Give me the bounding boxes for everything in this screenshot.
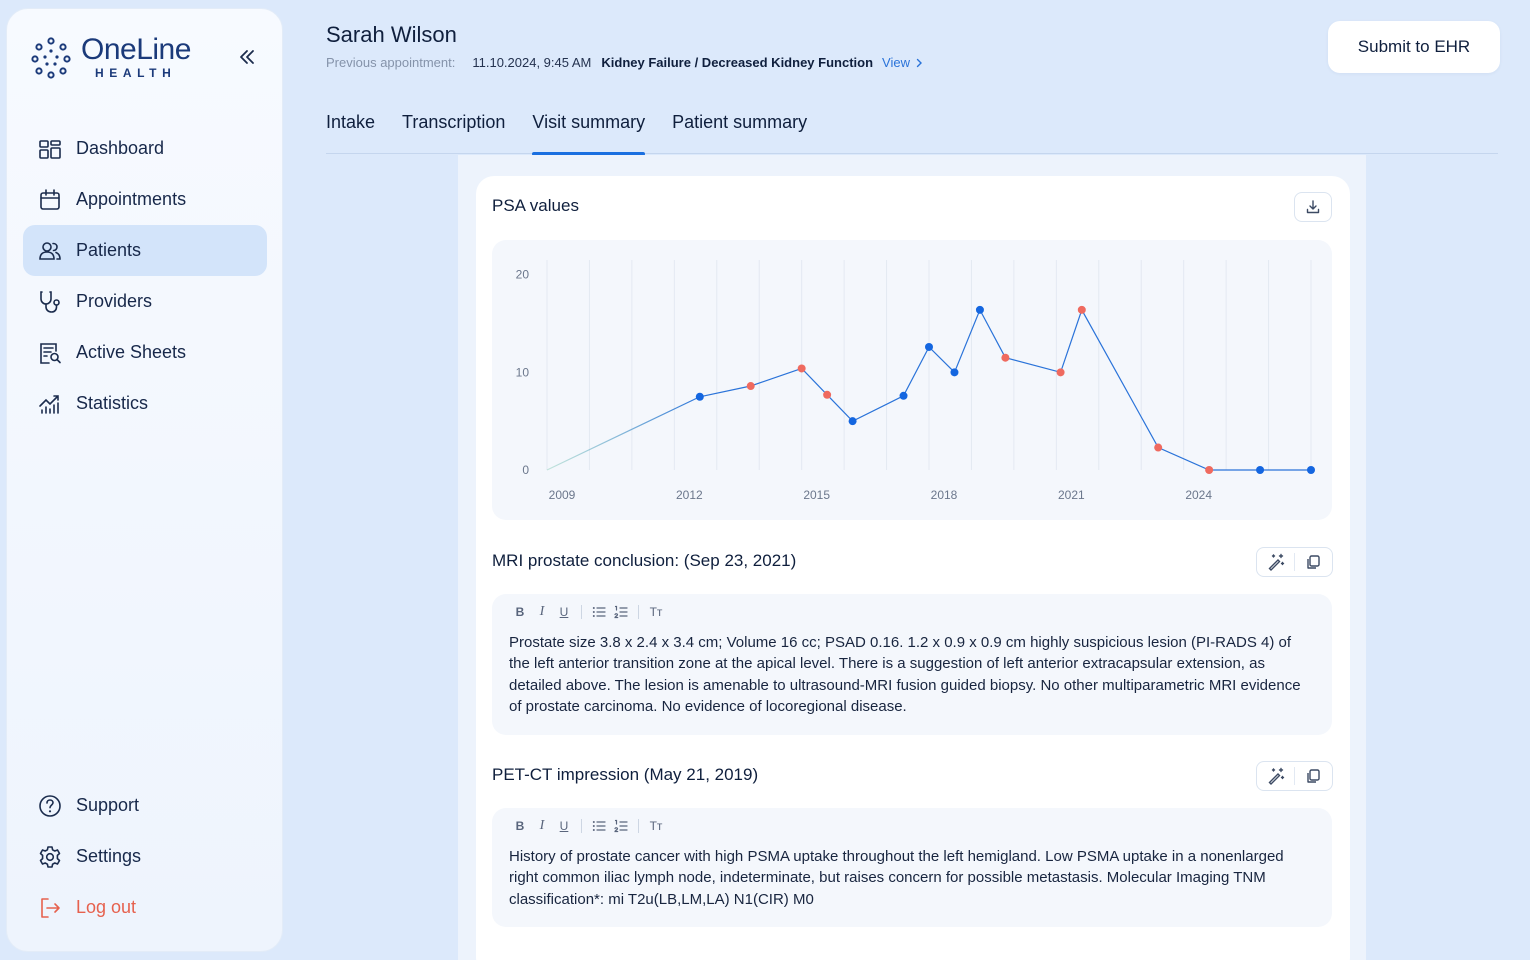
data-point[interactable]	[976, 306, 984, 314]
sidebar-item-providers[interactable]	[23, 276, 267, 327]
sidebar-item-label: Patients	[76, 240, 142, 260]
psa-chart	[492, 240, 1332, 520]
sidebar-item-patients[interactable]	[23, 225, 267, 276]
data-point[interactable]	[900, 392, 908, 400]
data-point-high[interactable]	[798, 364, 806, 372]
sidebar-item-settings[interactable]	[23, 831, 267, 882]
copy-icon	[1305, 768, 1321, 784]
calendar-icon	[37, 187, 63, 213]
logo	[31, 35, 191, 79]
bullet-list-icon	[592, 820, 606, 832]
sidebar-item-label: Dashboard	[76, 138, 165, 158]
submit-to-ehr-button[interactable]: Submit to EHR	[1328, 21, 1500, 73]
magic-wand-icon	[1267, 767, 1285, 785]
numbered-list-button[interactable]	[610, 819, 632, 833]
logout-button[interactable]	[23, 882, 267, 933]
pet-ai-rewrite-button[interactable]	[1257, 762, 1294, 790]
numbered-list-icon	[614, 605, 628, 619]
text-size-button[interactable]: Tт	[649, 819, 663, 833]
data-point[interactable]	[849, 417, 857, 425]
logo-icon	[31, 35, 71, 79]
mri-ai-rewrite-button[interactable]	[1257, 548, 1294, 576]
data-point[interactable]	[1256, 466, 1264, 474]
mri-copy-button[interactable]	[1295, 548, 1332, 576]
download-button[interactable]	[1294, 192, 1332, 222]
y-tick-label: 0	[522, 463, 529, 477]
chevron-right-icon	[916, 58, 923, 68]
sidebar-item-label: Providers	[76, 291, 153, 311]
x-tick-label: 2012	[675, 488, 703, 502]
y-tick-label: 20	[515, 267, 529, 282]
tab-transcription[interactable]: Transcription	[402, 112, 506, 132]
bold-button[interactable]: B	[515, 605, 525, 619]
brand-sub: HEALTH	[95, 66, 177, 80]
tab-bar	[326, 104, 1498, 154]
data-point[interactable]	[696, 393, 704, 401]
logout-icon	[37, 895, 63, 921]
pet-actions	[1256, 761, 1333, 791]
data-point-high[interactable]	[1057, 368, 1065, 376]
tab-intake[interactable]: Intake	[326, 112, 376, 132]
tab-patient-summary[interactable]: Patient summary	[672, 112, 808, 132]
data-point-high[interactable]	[1078, 306, 1086, 314]
patients-icon	[37, 238, 63, 264]
chevrons-left-icon	[235, 45, 259, 69]
x-tick-label: 2018	[930, 488, 958, 502]
sidebar-item-support[interactable]	[23, 780, 267, 831]
mri-actions	[1256, 547, 1333, 577]
x-tick-label: 2024	[1185, 488, 1213, 502]
statistics-icon	[37, 391, 63, 417]
mri-text[interactable]: Prostate size 3.8 x 2.4 x 3.4 cm; Volume 16 cc; PSAD 0.16. 1.2 x 0.9 x 0.9 cm highly suspicious lesion (PI-RADS 4) of the left anterior transition zone at the apical level. There is a suggestion of left anterior extracapsular extension, as detailed above. The lesion is amenable to ultrasound-MRI fusion guided biopsy. No other multiparametric MRI evidence of prostate carcinoma. No evidence of locoregional disease.	[509, 634, 1301, 715]
sidebar	[6, 8, 283, 952]
mri-editor	[492, 594, 1332, 735]
data-point-high[interactable]	[747, 382, 755, 390]
help-icon	[37, 793, 63, 819]
download-icon	[1305, 199, 1321, 215]
series-line	[700, 310, 1311, 470]
previous-appointment-diagnosis: Kidney Failure / Decreased Kidney Function	[601, 55, 874, 70]
bullet-list-button[interactable]	[588, 820, 610, 832]
main-nav	[23, 123, 267, 429]
previous-appointment-date: 11.10.2024, 9:45 AM	[472, 55, 592, 70]
data-point-high[interactable]	[1001, 354, 1009, 362]
brand-name: OneLine	[81, 33, 191, 66]
sidebar-item-active-sheets[interactable]	[23, 327, 267, 378]
sheets-icon	[37, 340, 63, 366]
sidebar-item-label: Settings	[76, 846, 142, 866]
pet-editor	[492, 808, 1332, 927]
sidebar-item-label: Appointments	[76, 189, 187, 209]
sidebar-item-statistics[interactable]	[23, 378, 267, 429]
sidebar-item-appointments[interactable]	[23, 174, 267, 225]
copy-icon	[1305, 554, 1321, 570]
bottom-nav	[23, 780, 267, 933]
pet-copy-button[interactable]	[1295, 762, 1332, 790]
sidebar-item-label: Active Sheets	[76, 342, 187, 362]
previous-appointment-label: Previous appointment:	[326, 55, 456, 70]
psa-chart-svg	[492, 240, 1332, 520]
tab-visit-summary[interactable]: Visit summary	[532, 104, 645, 154]
pet-title: PET-CT impression (May 21, 2019)	[492, 765, 759, 784]
x-tick-label: 2009	[548, 488, 576, 502]
mri-title: MRI prostate conclusion: (Sep 23, 2021)	[492, 551, 797, 570]
data-point[interactable]	[925, 343, 933, 351]
series-line-segment	[547, 397, 700, 470]
pet-text[interactable]: History of prostate cancer with high PSMA uptake throughout the left hemigland. Low PSMA uptake in a nonenlarged right common iliac lymph node, indeterminate, but raises concern for possible metastasis. Molecular Imaging TNM classification*: mi T2u(LB,LM,LA) N1(CIR) M0	[509, 848, 1284, 908]
stethoscope-icon	[37, 289, 63, 315]
dashboard-icon	[37, 136, 63, 162]
sidebar-item-dashboard[interactable]	[23, 123, 267, 174]
data-point-high[interactable]	[1154, 444, 1162, 452]
patient-name: Sarah Wilson	[326, 22, 457, 47]
collapse-sidebar-button[interactable]	[235, 45, 259, 69]
magic-wand-icon	[1267, 553, 1285, 571]
x-tick-label: 2021	[1057, 488, 1085, 502]
italic-button[interactable]: I	[539, 818, 545, 833]
data-point-high[interactable]	[1205, 466, 1213, 474]
view-appointment-link[interactable]	[882, 55, 923, 70]
view-link-label: View	[882, 55, 910, 70]
underline-button[interactable]: U	[559, 605, 569, 619]
bullet-list-icon	[592, 606, 606, 618]
data-point[interactable]	[950, 368, 958, 376]
psa-title: PSA values	[492, 196, 579, 215]
y-tick-label: 10	[515, 365, 529, 380]
data-point[interactable]	[1307, 466, 1315, 474]
bold-button[interactable]: B	[515, 819, 525, 833]
underline-button[interactable]: U	[559, 819, 569, 833]
bullet-list-button[interactable]	[588, 606, 610, 618]
pet-formatting-toolbar	[509, 817, 667, 835]
sidebar-item-label: Statistics	[76, 393, 149, 413]
previous-appointment	[326, 55, 923, 70]
x-tick-label: 2015	[803, 488, 831, 502]
text-size-button[interactable]: Tт	[649, 605, 663, 619]
italic-button[interactable]: I	[539, 604, 545, 619]
numbered-list-icon	[614, 819, 628, 833]
data-point-high[interactable]	[823, 391, 831, 399]
sidebar-item-label: Log out	[76, 897, 137, 917]
numbered-list-button[interactable]	[610, 605, 632, 619]
gear-icon	[37, 844, 63, 870]
sidebar-item-label: Support	[76, 795, 140, 815]
mri-formatting-toolbar	[509, 603, 667, 621]
